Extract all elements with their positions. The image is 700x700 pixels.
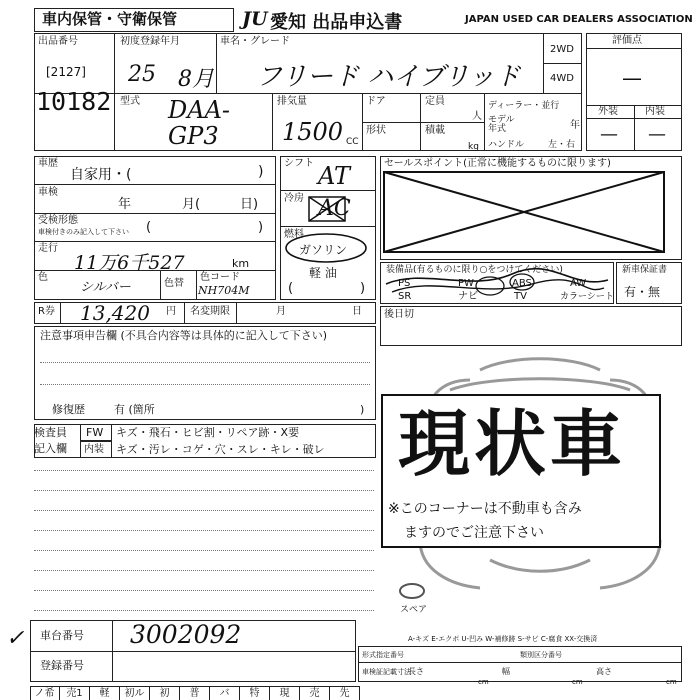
fuel-paren-close: )	[360, 281, 366, 296]
category-cell: 普	[180, 687, 210, 700]
transfer-label: 受検形態	[38, 215, 78, 226]
displacement-unit: CC	[346, 137, 359, 147]
model-label: 型式	[120, 96, 140, 107]
color-change-label: 色替	[164, 278, 184, 289]
car-name-label: 車名・グレード	[220, 36, 290, 47]
transfer-note: 車検付きのみ記入して下さい	[38, 228, 129, 236]
inspection-label: 車検	[38, 187, 58, 198]
category-label: 類別区分番号	[520, 651, 562, 659]
new-warranty-value: 有・無	[624, 285, 661, 299]
mileage-unit: km	[232, 257, 250, 270]
equipment-ps: PS	[398, 278, 411, 289]
exterior-value: —	[600, 124, 618, 145]
model-year-unit: 年	[570, 120, 580, 131]
fuel-light-oil: 軽 油	[309, 266, 337, 280]
door-label: ドア	[366, 96, 386, 107]
fw-text: キズ・飛石・ヒビ割・リペア跡・X要	[116, 426, 300, 439]
car-name-value: フリード ハイブリッド	[256, 62, 521, 92]
first-registration-label: 初度登録年月	[120, 36, 180, 47]
category-cell: 売	[300, 687, 330, 700]
naiso-tag: 内装	[84, 444, 104, 455]
chassis-value: 3002092	[130, 620, 242, 649]
model-year-label: モデル	[488, 115, 515, 125]
equipment-abs: ABS	[512, 278, 532, 289]
sales-point-crossout	[384, 172, 674, 256]
shift-label: シフト	[284, 158, 314, 169]
spare-label: スペア	[400, 605, 428, 615]
color-code-value: NH704M	[198, 284, 250, 297]
model-line1: DAA-	[168, 96, 231, 124]
mileage-label: 走行	[38, 243, 58, 254]
margin-check-mark: ✓	[6, 626, 25, 651]
load-unit: kg	[468, 142, 479, 152]
score-value: —	[622, 66, 642, 90]
transfer-paren-close: )	[258, 220, 264, 235]
registration-number-label: 登録番号	[40, 659, 84, 672]
category-cell: 現	[270, 687, 300, 700]
repair-history-value: 有 (箇所	[114, 403, 155, 416]
equipment-pw: PW	[458, 278, 474, 289]
later-date-label: 後日切	[384, 309, 414, 320]
r-price-unit: 円	[166, 306, 176, 317]
four-wd-label: 4WD	[550, 73, 574, 84]
repair-history-label: 修復歴	[52, 403, 85, 416]
history-close: )	[258, 164, 264, 180]
capacity-label: 定員	[425, 96, 445, 107]
r-price-label: R券	[38, 306, 55, 317]
later-date-block	[380, 306, 682, 346]
category-strip-cells	[30, 687, 360, 700]
sales-point-label: セールスポイント(正常に機能するものに限ります)	[384, 158, 611, 169]
category-cell: 軽	[90, 687, 120, 700]
equipment-scribble	[382, 262, 612, 302]
fuel-paren-open: (	[288, 281, 294, 296]
category-cell: 特	[240, 687, 270, 700]
registration-month: 8月	[178, 67, 214, 92]
color-code-label: 色コード	[200, 272, 240, 283]
category-cell: ノ希	[30, 687, 60, 700]
inspector-label1: 検査員	[34, 426, 67, 439]
equipment-color-seat: カラーシート	[560, 292, 614, 302]
equipment-navi: ナビ	[458, 291, 478, 302]
naiso-text: キズ・汚レ・コゲ・穴・スレ・キレ・破レ	[116, 443, 325, 456]
category-cell: 売1	[60, 687, 90, 700]
notes-label: 注意事項申告欄 (不具合内容等は具体的に記入して下さい)	[40, 329, 328, 342]
inspector-label2: 記入欄	[34, 442, 67, 455]
shape-designation-label: 形式指定番号	[362, 651, 404, 659]
storage-tab-label: 車内保管・守衛保管	[42, 10, 178, 28]
damage-legend: A-キズ E-エクボ U-凹み W-補修跡 S-サビ C-腐食 XX-交換済	[408, 635, 598, 643]
cooler-label: 冷房	[284, 193, 304, 204]
new-warranty-label: 新車保証書	[622, 265, 668, 275]
handle-options: 左・右	[548, 140, 576, 150]
fuel-gasoline: ガソリン	[299, 243, 348, 257]
dims-width-unit: cm	[572, 678, 583, 686]
dims-height-unit: cm	[666, 678, 677, 686]
history-value: 自家用・(	[70, 167, 132, 183]
ju-logo: JU	[242, 8, 268, 30]
equipment-tv: TV	[514, 291, 527, 302]
current-condition-note1: ※このコーナーは不動車も含み	[388, 501, 582, 517]
lot-sub-number: [2127]	[46, 65, 86, 79]
shift-value: AT	[318, 162, 351, 190]
interior-value: —	[648, 124, 666, 145]
displacement-value: 1500	[282, 118, 344, 146]
displacement-label: 排気量	[277, 96, 307, 107]
lot-number-label: 出品番号	[38, 36, 78, 47]
interior-label: 内装	[645, 106, 665, 117]
cooler-box	[308, 196, 348, 224]
current-condition-note2: ますのでご注意下さい	[404, 525, 544, 541]
dims-height-label: 高さ	[596, 667, 612, 676]
model-year-label2: 年式	[488, 124, 507, 134]
fuel-label: 燃料	[284, 229, 304, 240]
mileage-value: 11万6千527	[74, 252, 185, 274]
score-label: 評価点	[612, 35, 642, 46]
name-change-day: 日	[352, 306, 362, 317]
category-cell: バ	[210, 687, 240, 700]
equipment-aw: AW	[570, 278, 587, 289]
name-change-label: 名変期限	[190, 306, 230, 317]
handle-label: ハンドル	[488, 140, 525, 150]
transfer-paren: (	[146, 220, 152, 235]
equipment-label: 装備品(有るものに限り○をつけてください)	[386, 265, 563, 275]
load-label: 積載	[425, 125, 445, 136]
inspection-year-unit: 年	[118, 197, 132, 212]
cooler-value: AC	[318, 196, 351, 221]
equipment-sr: SR	[398, 291, 412, 302]
category-cell: 先	[330, 687, 360, 700]
dims-width-label: 幅	[502, 667, 510, 676]
form-title-en: JAPAN USED CAR DEALERS ASSOCIATION	[465, 14, 693, 25]
dims-label: 車検証記載寸法	[362, 668, 411, 676]
dims-length-label: 長さ	[408, 667, 424, 676]
form-title: 愛知 出品申込書	[270, 12, 403, 33]
inspection-month-unit: 月(	[182, 197, 201, 212]
r-price-value: 13,420	[80, 301, 150, 325]
history-label: 車歴	[38, 158, 58, 169]
chassis-label: 車台番号	[40, 629, 84, 642]
two-wd-label: 2WD	[550, 44, 574, 55]
category-cell: 初ル	[120, 687, 150, 700]
fw-tag: FW	[86, 426, 104, 439]
model-line2: GP3	[168, 122, 219, 150]
exterior-label: 外装	[598, 106, 618, 117]
spare-tire-icon	[398, 582, 428, 602]
category-cell: 初	[150, 687, 180, 700]
current-condition-title: 現状車	[398, 402, 627, 486]
repair-history-close: )	[360, 403, 365, 416]
dims-length-unit: cm	[478, 678, 489, 686]
dealer-label: ディーラー・並行	[488, 101, 560, 111]
registration-year: 25	[128, 62, 156, 87]
color-label: 色	[38, 272, 48, 283]
color-value: シルバー	[80, 280, 131, 295]
name-change-month: 月	[276, 306, 286, 317]
shape-label: 形状	[366, 125, 386, 136]
capacity-unit: 人	[472, 111, 482, 122]
inspection-day-unit: 日)	[240, 197, 259, 212]
lot-number: 10182	[36, 87, 112, 116]
